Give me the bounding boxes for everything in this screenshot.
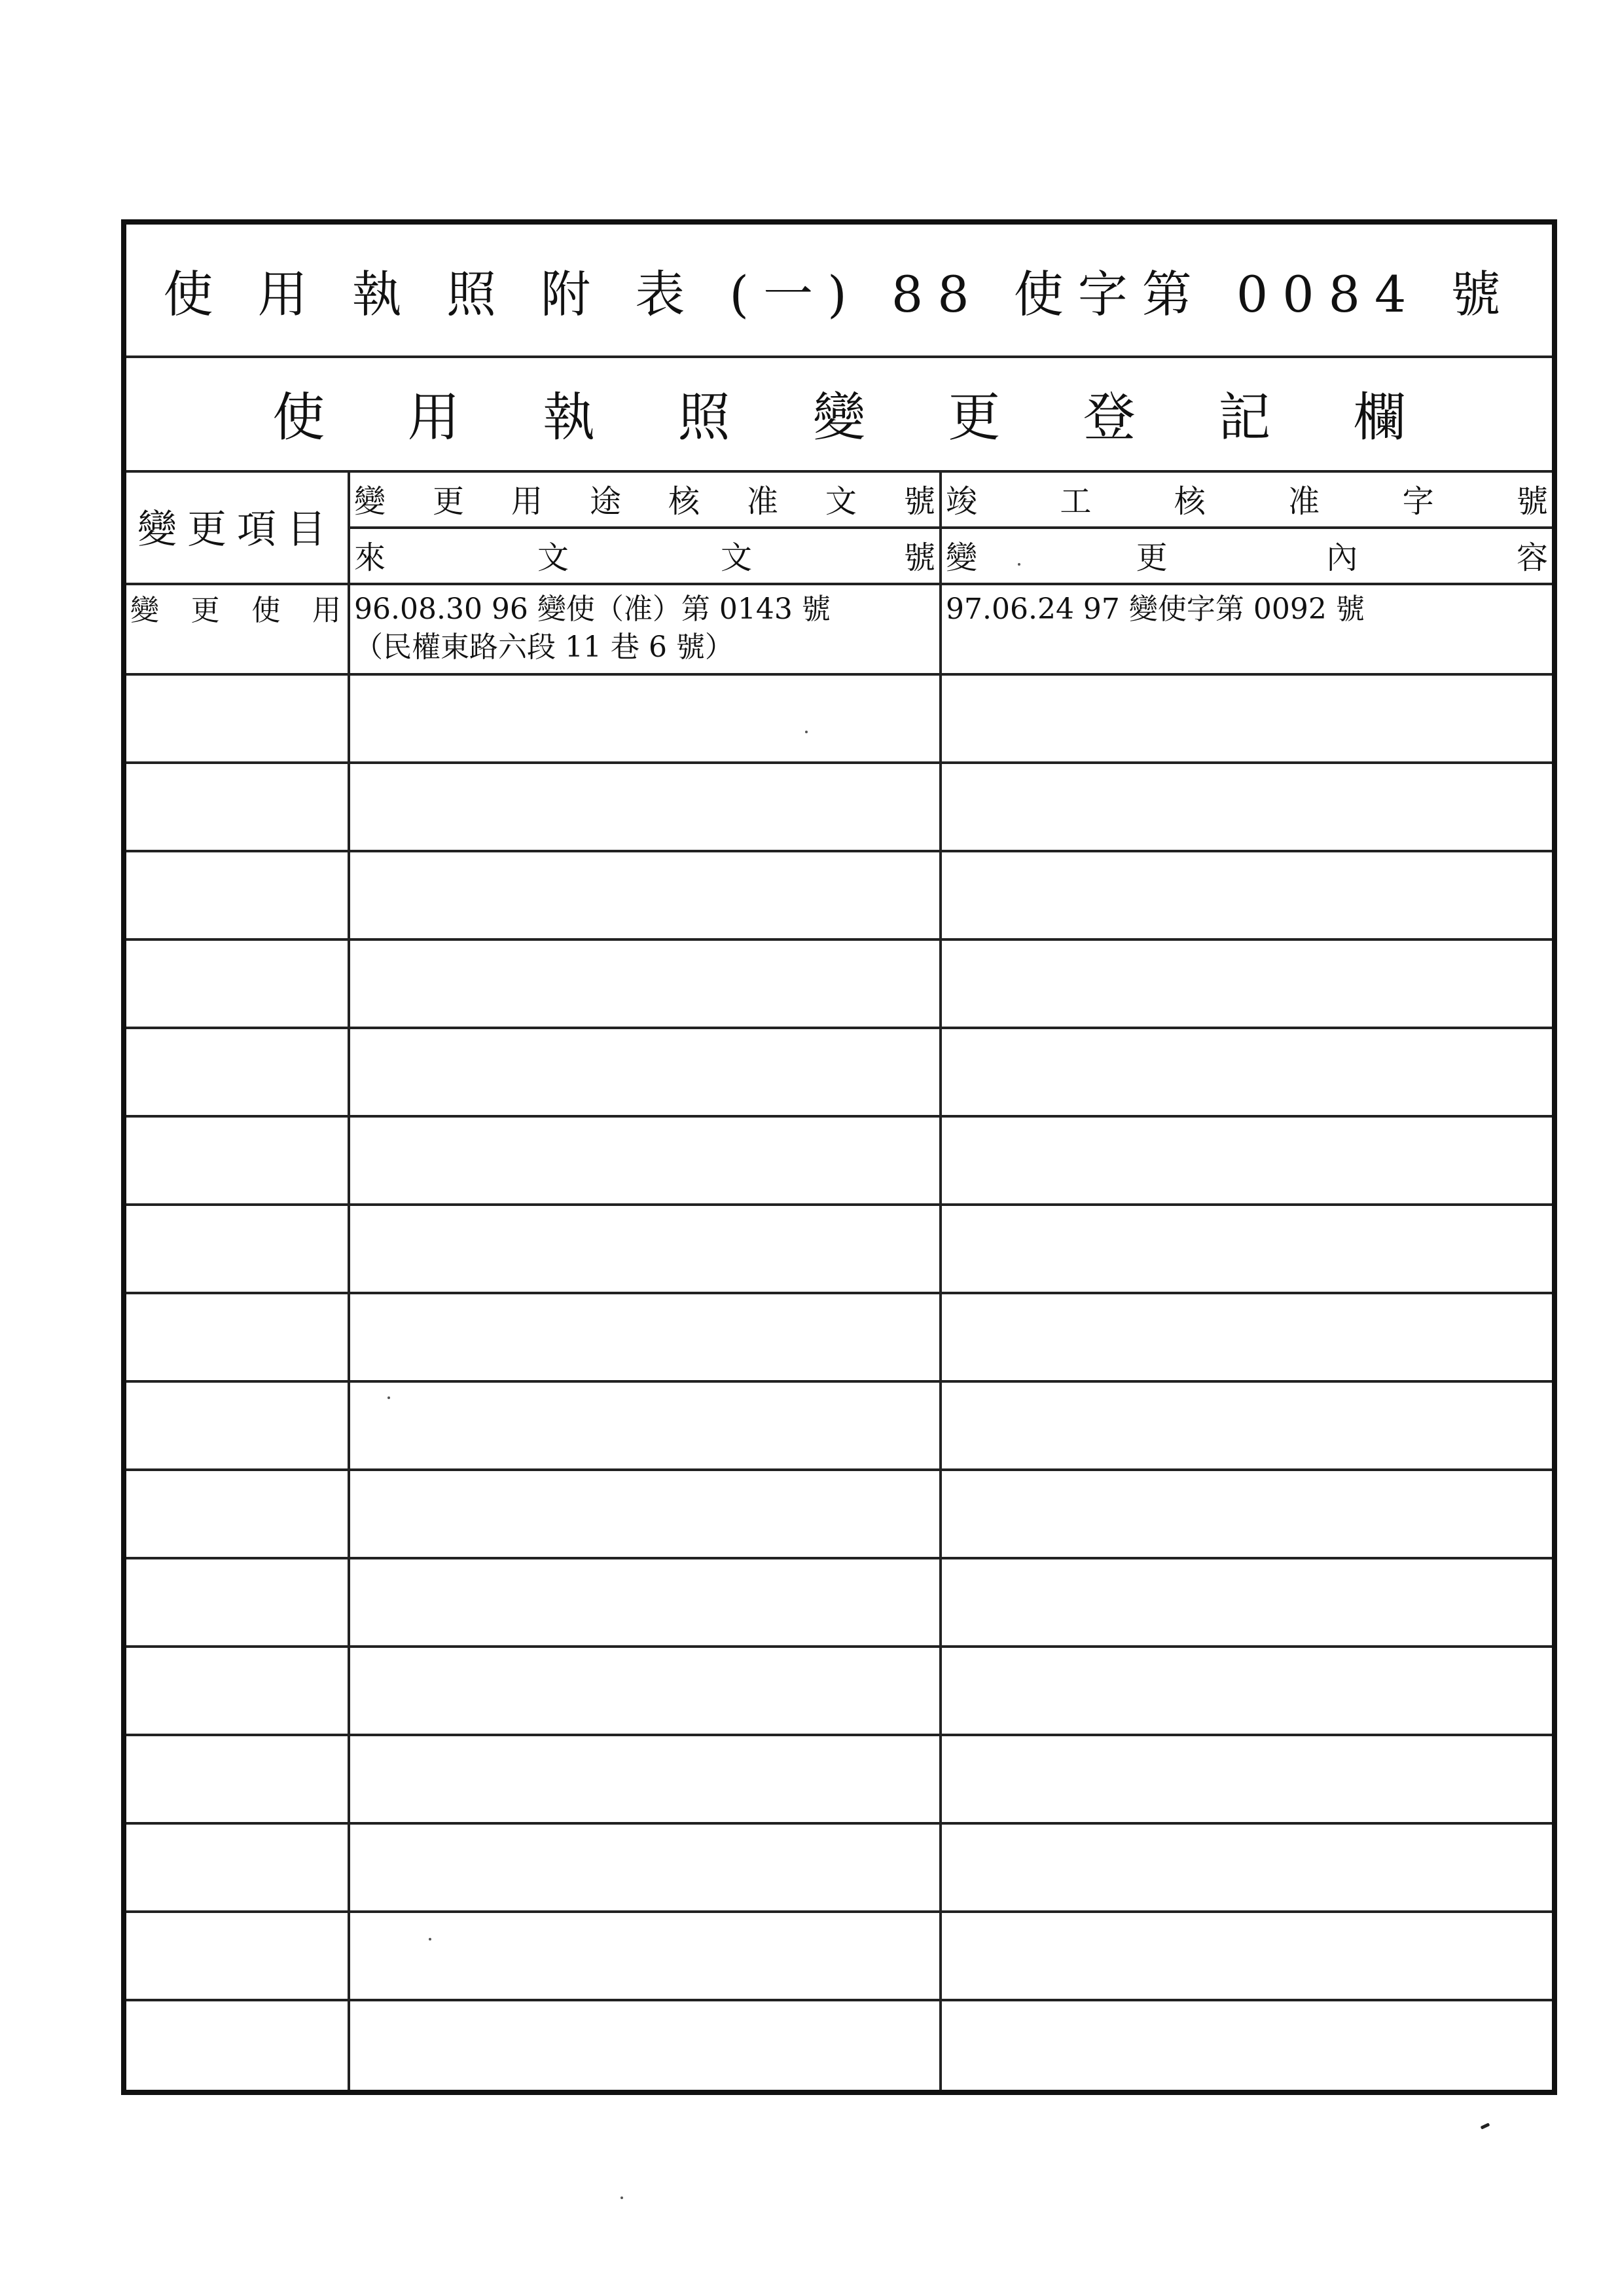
column-divider	[939, 470, 942, 2090]
header-char: 途	[589, 483, 621, 520]
row-divider	[126, 761, 1552, 764]
row-divider	[126, 1645, 1552, 1648]
row-item	[130, 591, 341, 630]
item-char: 更	[190, 594, 220, 627]
item-char: 變	[130, 594, 159, 627]
header-char: 更	[1136, 539, 1168, 576]
header-char: 變	[946, 539, 978, 576]
row-divider	[126, 938, 1552, 941]
item-char: 使	[251, 594, 281, 627]
scan-speck	[1018, 563, 1020, 566]
row-divider	[126, 1999, 1552, 2001]
scan-speck	[387, 1396, 390, 1399]
header-char: 更	[432, 483, 464, 520]
item-column-header: 變更項目	[137, 507, 336, 553]
scan-speck	[620, 2196, 623, 2199]
row-divider	[126, 1910, 1552, 1913]
divider	[126, 583, 1552, 585]
row-col3-line1: 97.06.24 97 變使字第 0092 號	[946, 592, 1365, 626]
header-char: 內	[1326, 539, 1358, 576]
row-divider	[126, 1115, 1552, 1118]
header-char: 竣	[946, 483, 978, 520]
header-char: 用	[511, 483, 543, 520]
row-divider	[126, 1380, 1552, 1383]
column-divider	[348, 470, 350, 2090]
col2-header-top	[350, 470, 939, 526]
row-col2-line1: 96.08.30 96 變使（准）第 0143 號	[354, 592, 831, 626]
header-char: 核	[668, 483, 700, 520]
row-divider	[126, 673, 1552, 676]
header-char: 號	[1516, 483, 1548, 520]
header-char: 核	[1174, 483, 1206, 520]
form-subtitle	[126, 355, 1552, 470]
header-char: 號	[903, 539, 935, 576]
subtitle-char: 變	[812, 387, 865, 448]
item-char: 用	[312, 594, 341, 627]
scan-speck	[805, 731, 808, 733]
header-char: 號	[903, 483, 935, 520]
subtitle-char: 使	[272, 387, 325, 448]
subtitle-char: 用	[407, 387, 460, 448]
row-divider	[126, 1734, 1552, 1736]
header-divider	[348, 526, 1552, 529]
header-char: 來	[354, 539, 386, 576]
header-char: 文	[825, 483, 857, 520]
subtitle-char: 更	[948, 387, 1001, 448]
form-title: 使 用 執 照 附 表 (一) 88 使字第 0084 號	[163, 264, 1515, 323]
row-col2-line2: （民權東路六段 11 巷 6 號）	[354, 630, 734, 664]
row-divider	[126, 1557, 1552, 1559]
header-char: 變	[354, 483, 386, 520]
row-divider	[126, 1203, 1552, 1206]
row-divider	[126, 1027, 1552, 1029]
subtitle-char: 照	[677, 387, 730, 448]
row-divider	[126, 1468, 1552, 1471]
header-char: 工	[1060, 483, 1092, 520]
header-char: 文	[720, 539, 752, 576]
subtitle-char: 登	[1083, 387, 1136, 448]
header-char: 准	[1288, 483, 1320, 520]
form-frame	[121, 219, 1557, 2095]
row-divider	[126, 1822, 1552, 1825]
scan-mark	[1481, 2123, 1490, 2129]
subtitle-char: 執	[543, 387, 596, 448]
header-char: 字	[1402, 483, 1434, 520]
header-char: 容	[1516, 539, 1548, 576]
col2-header-bottom	[350, 526, 939, 583]
row-divider	[126, 1292, 1552, 1294]
col3-header-top	[942, 470, 1552, 526]
subtitle-char: 記	[1218, 387, 1271, 448]
header-char: 准	[746, 483, 778, 520]
subtitle-char: 欄	[1353, 387, 1406, 448]
header-char: 文	[537, 539, 569, 576]
row-divider	[126, 850, 1552, 852]
scan-speck	[429, 1938, 431, 1941]
col3-header-bottom	[942, 526, 1552, 583]
